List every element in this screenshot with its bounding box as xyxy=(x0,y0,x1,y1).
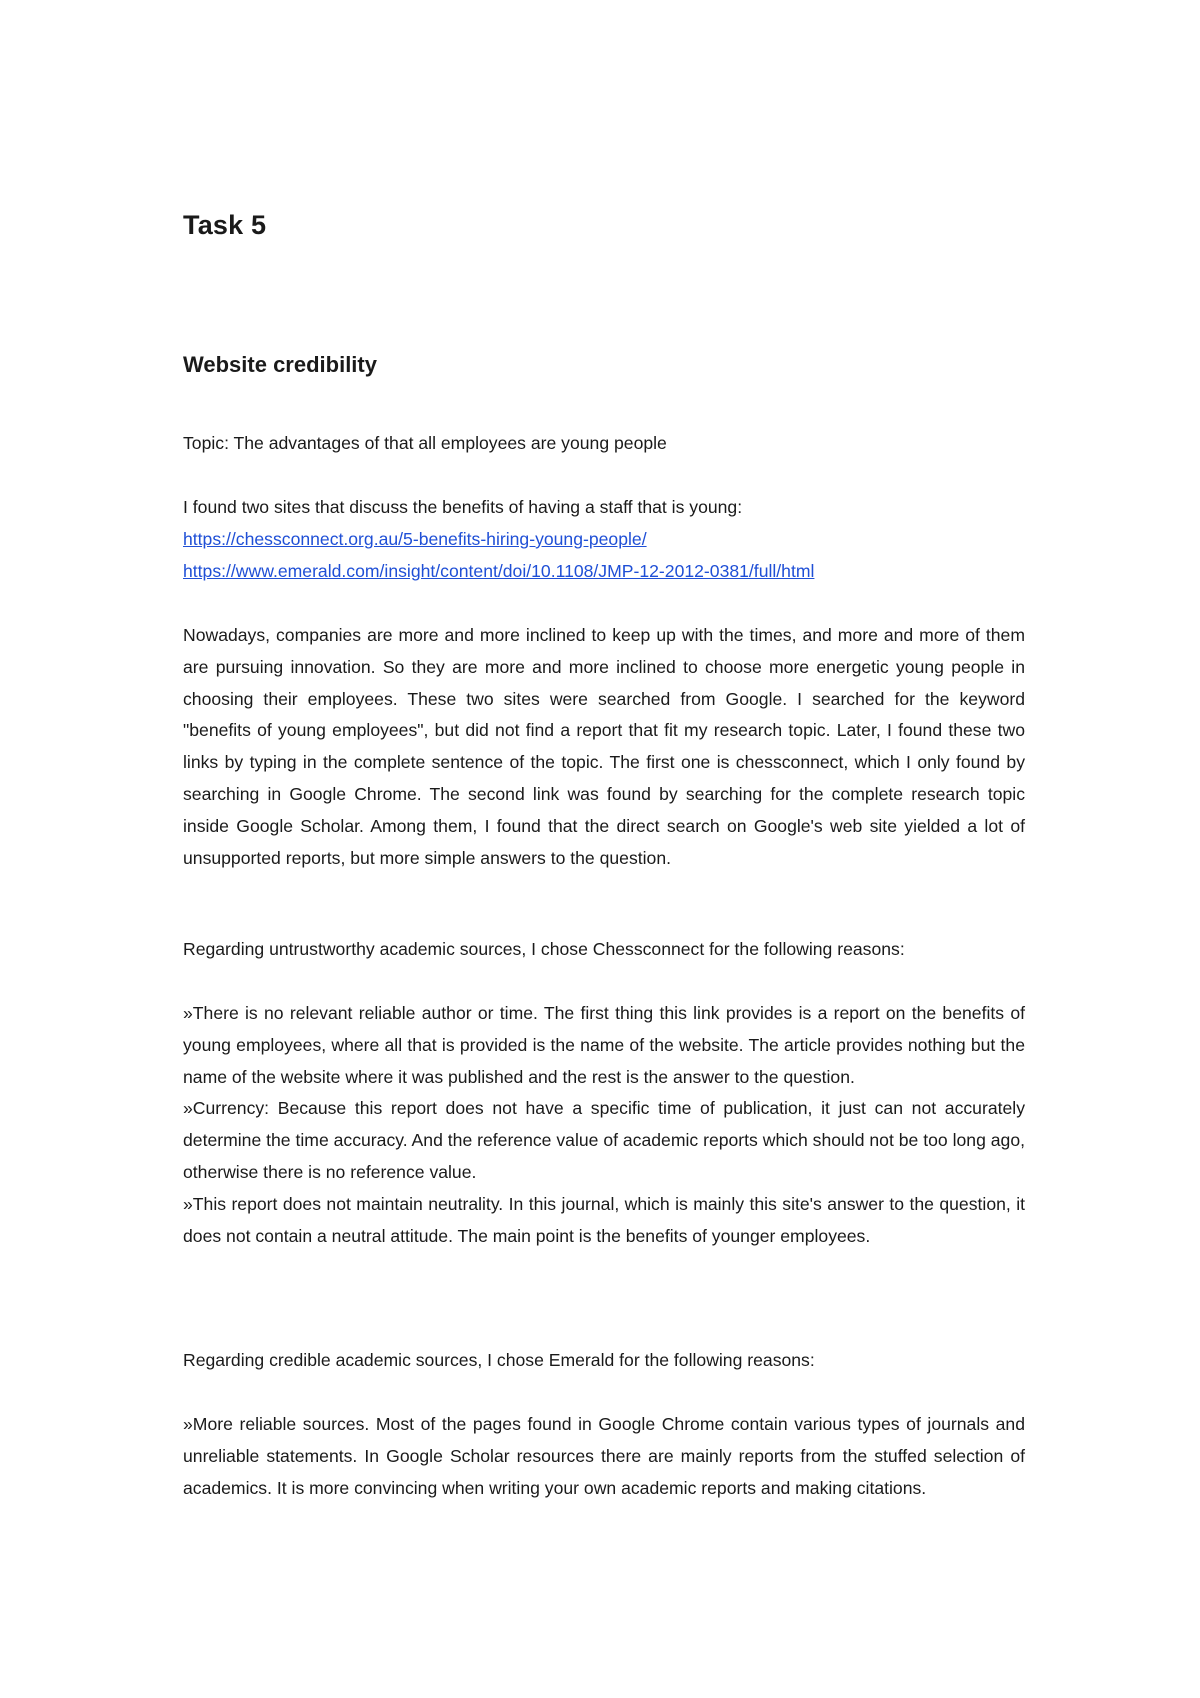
section-title: Website credibility xyxy=(183,352,377,377)
task-title: Task 5 xyxy=(183,210,267,240)
link-emerald[interactable]: https://www.emerald.com/insight/content/doi/10.1108/JMP-12-2012-0381/full/html xyxy=(183,560,815,581)
untrustworthy-points xyxy=(183,998,1025,1252)
topic-line: Topic: The advantages of that all employees are young people xyxy=(183,433,667,453)
untrustworthy-intro: Regarding untrustworthy academic sources, I chose Chessconnect for the following reasons: xyxy=(183,939,905,959)
link-chessconnect[interactable]: https://chessconnect.org.au/5-benefits-hiring-young-people/ xyxy=(183,528,647,549)
intro-block xyxy=(183,492,1025,587)
discussion-block xyxy=(183,620,1025,874)
untrustworthy-point: »Currency: Because this report does not have a specific time of publication, it just can not accurately determine the time accuracy. And the reference value of academic reports which should not be too long ago, otherwise there is no reference value. xyxy=(183,1098,1025,1182)
credible-point: »More reliable sources. Most of the pages found in Google Chrome contain various types of journals and unreliable statements. In Google Scholar resources there are mainly reports from the stuffed selection of academics. It is more convincing when writing your own academic reports and making citations. xyxy=(183,1414,1025,1498)
untrustworthy-intro-block xyxy=(183,934,1025,966)
credible-intro: Regarding credible academic sources, I chose Emerald for the following reasons: xyxy=(183,1350,815,1370)
untrustworthy-point: »There is no relevant reliable author or time. The first thing this link provides is a report on the benefits of young employees, where all that is provided is the name of the website. The article provides nothing but the name of the website where it was published and the rest is the answer to the question. xyxy=(183,1003,1025,1087)
credible-intro-block xyxy=(183,1345,1025,1377)
intro-line: I found two sites that discuss the benefits of having a staff that is young: xyxy=(183,497,743,517)
topic-block xyxy=(183,428,1025,460)
credible-points xyxy=(183,1409,1025,1504)
discussion-paragraph: Nowadays, companies are more and more inclined to keep up with the times, and more and more of them are pursuing innovation. So they are more and more inclined to choose more energetic young people in choosing their employees. These two sites were searched from Google. I searched for the keyword "benefits of young employees", but did not find a report that fit my research topic. Later, I found these two links by typing in the complete sentence of the topic. The first one is chessconnect, which I only found by searching in Google Chrome. The second link was found by searching for the complete research topic inside Google Scholar. Among them, I found that the direct search on Google's web site yielded a lot of unsupported reports, but more simple answers to the question. xyxy=(183,625,1025,868)
untrustworthy-point: »This report does not maintain neutrality. In this journal, which is mainly this site's answer to the question, it does not contain a neutral attitude. The main point is the benefits of younger employees. xyxy=(183,1193,1025,1246)
